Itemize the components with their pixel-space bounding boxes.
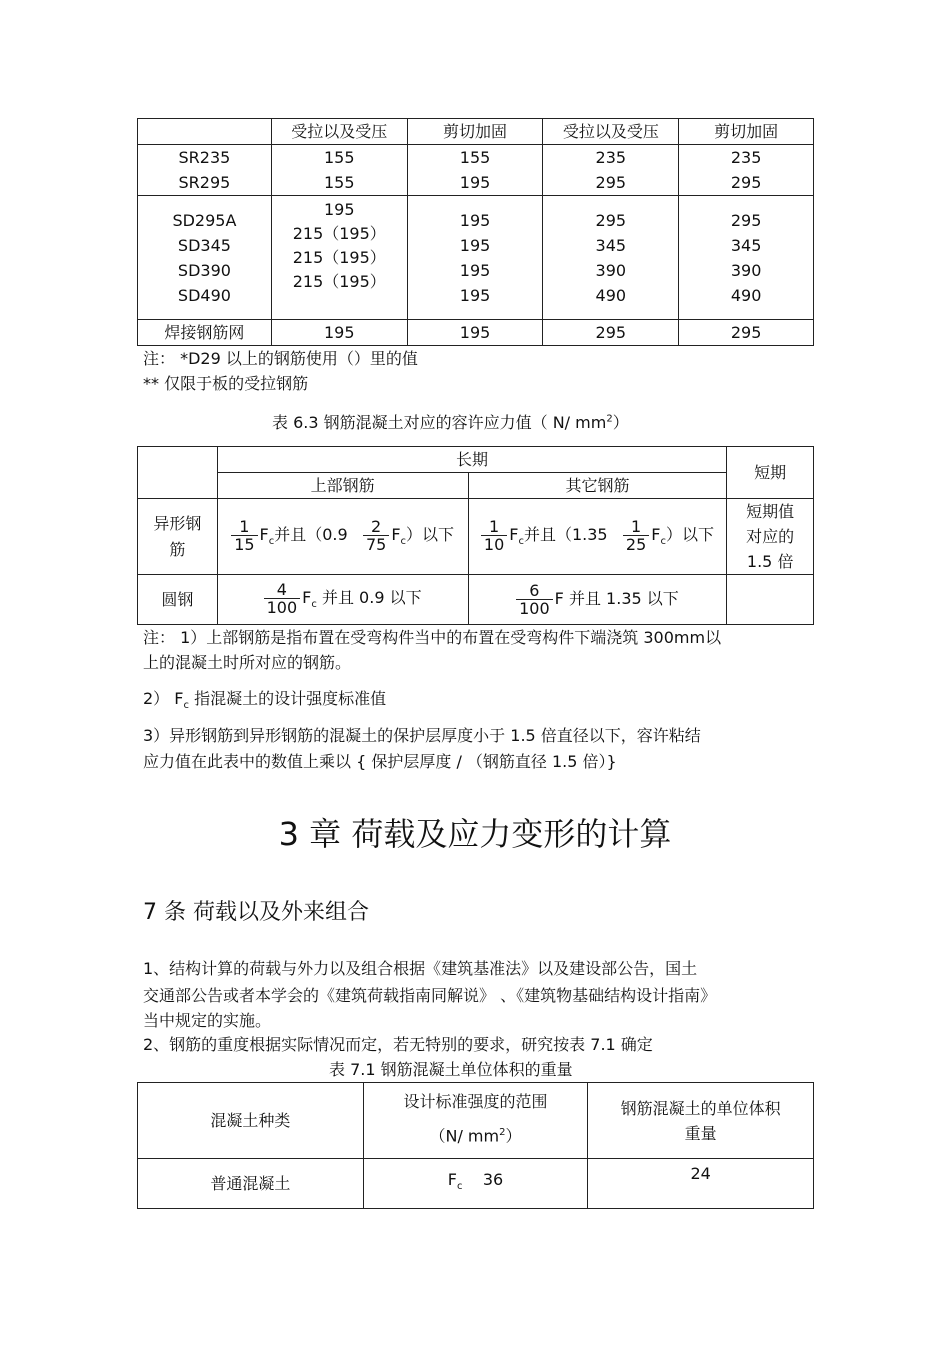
value-cell: 155 155 xyxy=(271,145,407,196)
table-row xyxy=(138,145,814,196)
table-row xyxy=(138,575,814,625)
table2-note-2: 2） $F_c$ 指混凝土的设计强度标准值 xyxy=(143,689,387,712)
table2-note-1b: 上的混凝土时所对应的钢筋。 xyxy=(143,653,352,672)
grade-cell xyxy=(138,145,272,196)
value-cell: 295 345 390 490 xyxy=(543,196,679,320)
strength-range-header: 设计标准强度的范围 （N/ $mm^2$） xyxy=(363,1083,588,1159)
grade-cell: 焊接钢筋网 xyxy=(138,320,272,346)
value-cell: 295 345 390 490 xyxy=(679,196,814,320)
long-term-header: 长期 xyxy=(217,447,727,473)
unit-weight-cell: 24 xyxy=(588,1159,814,1209)
table1-note-2: ** 仅限于板的受拉钢筋 xyxy=(143,374,309,393)
deformed-short-term: 短期值 对应的 1.5 倍 xyxy=(727,499,814,575)
table3-caption: 表 7.1 钢筋混凝土单位体积的重量 xyxy=(329,1060,573,1079)
header-cell: 剪切加固 xyxy=(679,119,814,145)
table2-caption: 表 6.3 钢筋混凝土对应的容许应力值（ N/ $mm^2$） xyxy=(272,413,629,432)
fraction: $\frac{1}{15}$ xyxy=(231,518,257,553)
table2-note-1a: 注： 1）上部钢筋是指布置在受弯构件当中的布置在受弯构件下端浇筑 300mm以 xyxy=(143,628,722,647)
table-header-row xyxy=(138,119,814,145)
value-cell: 295 xyxy=(543,320,679,346)
header-cell: 剪切加固 xyxy=(407,119,543,145)
paragraph-line: 2、钢筋的重度根据实际情况而定，若无特别的要求，研究按表 7.1 确定 xyxy=(143,1035,653,1054)
value-cell: 195 xyxy=(271,320,407,346)
table1-note-1: 注： *D29 以上的钢筋使用（）里的值 xyxy=(143,349,418,368)
value-cell: 195 xyxy=(407,320,543,346)
short-term-header: 短期 xyxy=(727,447,814,499)
unit-weight-table xyxy=(137,1082,814,1209)
steel-strength-table xyxy=(137,118,814,346)
bond-stress-table xyxy=(137,446,814,625)
table-row xyxy=(138,1159,814,1209)
other-rebar-header: 其它钢筋 xyxy=(468,473,727,499)
fraction: $\frac{6}{100}$ xyxy=(516,582,553,617)
unit-weight-header: 钢筋混凝土的单位体积 重量 xyxy=(588,1083,814,1159)
value-cell: 195 195 195 195 xyxy=(407,196,543,320)
table-header-row xyxy=(138,447,814,473)
fraction: $\frac{4}{100}$ xyxy=(264,581,301,616)
table2-note-3a: 3）异形钢筋到异形钢筋的混凝土的保护层厚度小于 1.5 倍直径以下，容许粘结 xyxy=(143,726,701,745)
deformed-upper-formula: $\frac{1}{15}$ $F_c$并且（0.9 $\frac{2}{75}$ $F_c$）以下 xyxy=(217,499,468,575)
round-upper-formula: $\frac{4}{100}$ $F_c$ 并且 0.9 以下 xyxy=(217,575,468,625)
upper-rebar-header: 上部钢筋 xyxy=(217,473,468,499)
value-cell: 235 295 xyxy=(543,145,679,196)
deformed-rebar-label: 异形钢筋 xyxy=(138,499,218,575)
table-header-row xyxy=(138,473,814,499)
table-header-row xyxy=(138,1083,814,1159)
round-rebar-label: 圆钢 xyxy=(138,575,218,625)
paragraph-line: 交通部公告或者本学会的《建筑荷载指南同解说》 、《建筑物基础结构设计指南》 xyxy=(143,986,717,1005)
header-cell: 受拉以及受压 xyxy=(543,119,679,145)
paragraph-line: 当中规定的实施。 xyxy=(143,1011,272,1030)
grade-cell: SD295A SD345 SD390 SD490 xyxy=(138,196,272,320)
section-title: 7 条 荷载以及外来组合 xyxy=(143,900,369,925)
fraction: $\frac{1}{10}$ xyxy=(481,518,507,553)
value-cell: 235 295 xyxy=(679,145,814,196)
grade-name: SR235 xyxy=(178,148,231,167)
fraction: $\frac{2}{75}$ xyxy=(363,518,389,553)
value-cell: 295 xyxy=(679,320,814,346)
table-row xyxy=(138,320,814,346)
table-row xyxy=(138,499,814,575)
chapter-title: 3 章 荷载及应力变形的计算 xyxy=(278,815,672,853)
empty-header-cell xyxy=(138,447,218,499)
value-cell: 155 195 xyxy=(407,145,543,196)
concrete-type-cell: 普通混凝土 xyxy=(138,1159,364,1209)
header-cell xyxy=(138,119,272,145)
table-row xyxy=(138,196,814,320)
deformed-other-formula: $\frac{1}{10}$ $F_c$并且（1.35 $\frac{1}{25}$ $F_c$）以下 xyxy=(468,499,727,575)
table2-note-3b: 应力值在此表中的数值上乘以 { 保护层厚度 / （钢筋直径 1.5 倍）} xyxy=(143,752,617,771)
strength-range-cell: $F_c$ 36 xyxy=(363,1159,588,1209)
header-cell: 受拉以及受压 xyxy=(271,119,407,145)
fraction: $\frac{1}{25}$ xyxy=(623,518,649,553)
round-short-term xyxy=(727,575,814,625)
grade-name: SR295 xyxy=(178,173,231,192)
concrete-type-header: 混凝土种类 xyxy=(138,1083,364,1159)
paragraph-line: 1、结构计算的荷载与外力以及组合根据《建筑基准法》以及建设部公告，国土 xyxy=(143,959,698,978)
value-cell: 195 215（195） 215（195） 215（195） xyxy=(271,196,407,320)
round-other-formula: $\frac{6}{100}$ F 并且 1.35 以下 xyxy=(468,575,727,625)
